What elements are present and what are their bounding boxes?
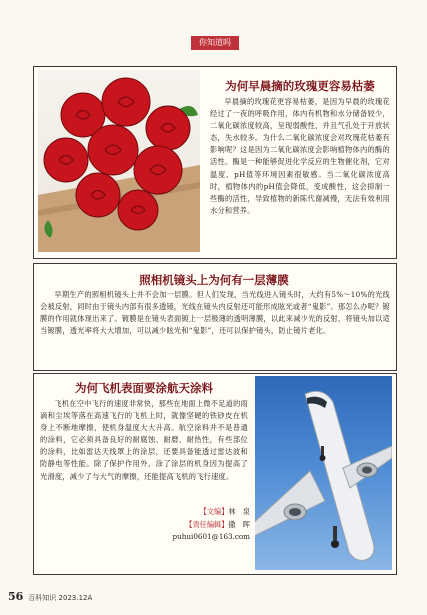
article-body-aircraft: 飞机在空中飞行的速度非常快，那些在地面上微不足道的雨滴和尘埃等落在高速飞行的飞机上时，就像坚硬的铁砂皮在机身上不断地摩擦，使机身温度大大升高。航空涂料并不是普通的涂料，它必须具备良好的耐腐蚀、耐磨、耐热性，有些部位的涂料，比如雷达天线罩上的涂层，还要具备能透过雷达波和防静电等性能。除了保护作用外，涂了涂层的机身因为提高了光滑度，减少了与大气的摩擦，还能提高飞机的飞行速度。: [40, 399, 248, 481]
credits: [173, 506, 250, 544]
page-footer: [8, 590, 92, 603]
editor-credit: 【责任编辑】撒 晖: [185, 519, 250, 529]
airplane-photo: [255, 376, 392, 570]
editor-email: puhui0601@163.com: [172, 532, 250, 541]
page-number: 56: [8, 590, 24, 603]
rose-photo: [38, 70, 200, 252]
writer-credit: 【文编】林 泉: [199, 507, 250, 516]
article-body-roses: 早晨摘的玫瑰花更容易枯萎，是因为早晨的玫瑰花经过了一夜的呼吸作用，体内有机物和水分储备较少，二氧化碳浓度较高，呈现弱酸性，并且气孔处于开放状态，失水较多。为什么二氧化碳浓度会对玫瑰花枯萎有影响呢？这是因为二氧化碳浓度会影响植物体内的酶的活性。酶是一种能够促进化学反应的生物催化剂，它对温度、pH值等环境因素很敏感。当二氧化碳浓度高时，植物体内的pH值会降低，变成酸性，这会抑制一些酶的活性，导致植物的新陈代谢减慢，无法有效利用水分和营养。: [210, 97, 390, 215]
article-title-camera: 照相机镜头上为何有一层薄膜: [139, 273, 289, 287]
article-title-aircraft: 为何飞机表面要涂航天涂料: [75, 381, 213, 395]
article-body-camera: 早期生产的照相机镜头上并不会加一层膜。但人们发现，当光线进入镜头时，大约有5%～10%的光线会被反射，同时由于镜头内部有很多透镜，光线在镜头内反射还可能形成眩光或者“鬼影”。那怎么办呢？镀膜的作用就体现出来了。镀膜是在镜头表面镀上一层极薄的透明薄膜，以此来减少光的反射，将镜头加以适当镀膜，透光率将大大增加，可以减少眩光和“鬼影”，还可以保护镜头，防止镜片老化。: [40, 290, 390, 336]
issue-label: 百科知识 2023.12A: [28, 594, 93, 602]
section-tag: 你知道吗: [191, 36, 239, 50]
article-title-roses: 为何早晨摘的玫瑰更容易枯萎: [225, 79, 375, 93]
